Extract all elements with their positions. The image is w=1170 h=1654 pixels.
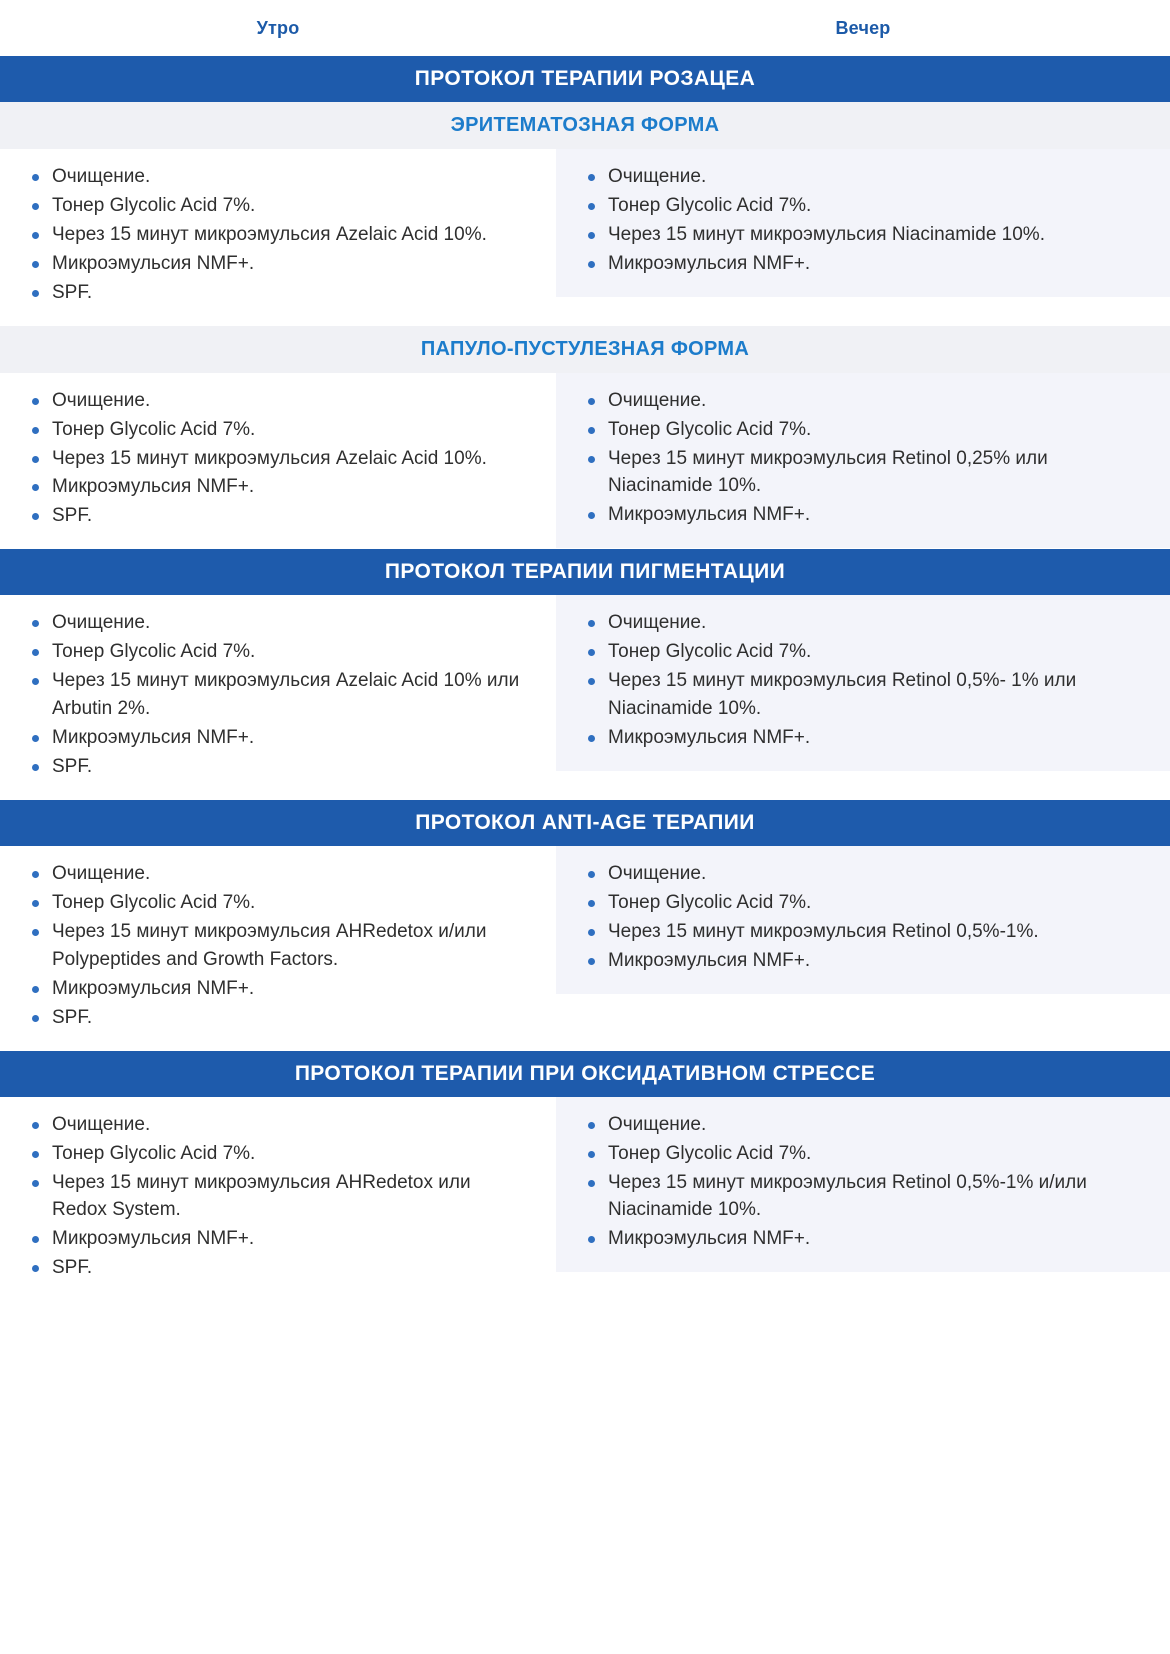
protocol-row xyxy=(0,373,1170,550)
list-item: Тонер Glycolic Acid 7%. xyxy=(582,416,1144,444)
morning-steps-list xyxy=(26,609,530,781)
subsection-title-banner: ПАПУЛО-ПУСТУЛЕЗНАЯ ФОРМА xyxy=(0,326,1170,373)
morning-cell xyxy=(0,373,556,550)
evening-steps-list xyxy=(582,163,1144,278)
list-item: Через 15 минут микроэмульсия Niacinamide 10%. xyxy=(582,221,1144,249)
list-item: Через 15 минут микроэмульсия Retinol 0,5%-1% и/или Niacinamide 10%. xyxy=(582,1169,1144,1225)
morning-cell xyxy=(0,846,556,1051)
list-item: Тонер Glycolic Acid 7%. xyxy=(582,638,1144,666)
list-item: Очищение. xyxy=(26,860,530,888)
column-headers xyxy=(0,0,1170,56)
column-header-morning: Утро xyxy=(256,17,300,38)
evening-steps-list xyxy=(582,609,1144,752)
section-title-banner: ПРОТОКОЛ ТЕРАПИИ РОЗАЦЕА xyxy=(0,56,1170,102)
list-item: Очищение. xyxy=(582,1111,1144,1139)
list-item: Микроэмульсия NMF+. xyxy=(582,501,1144,529)
list-item: Микроэмульсия NMF+. xyxy=(26,473,530,501)
list-item: SPF. xyxy=(26,1254,530,1282)
list-item: Микроэмульсия NMF+. xyxy=(26,1225,530,1253)
list-item: Микроэмульсия NMF+. xyxy=(582,250,1144,278)
list-item: Очищение. xyxy=(582,163,1144,191)
list-item: Очищение. xyxy=(582,387,1144,415)
list-item: Микроэмульсия NMF+. xyxy=(582,724,1144,752)
list-item: Тонер Glycolic Acid 7%. xyxy=(26,889,530,917)
evening-cell xyxy=(556,846,1170,994)
list-item: SPF. xyxy=(26,1004,530,1032)
sections-container xyxy=(0,56,1170,1301)
list-item: Микроэмульсия NMF+. xyxy=(582,1225,1144,1253)
list-item: SPF. xyxy=(26,502,530,530)
subsection-title-banner: ЭРИТЕМАТОЗНАЯ ФОРМА xyxy=(0,102,1170,149)
list-item: Тонер Glycolic Acid 7%. xyxy=(26,638,530,666)
evening-steps-list xyxy=(582,1111,1144,1254)
evening-cell xyxy=(556,595,1170,771)
evening-cell xyxy=(556,1097,1170,1273)
list-item: Через 15 минут микроэмульсия Azelaic Acid 10% или Arbutin 2%. xyxy=(26,667,530,723)
list-item: Через 15 минут микроэмульсия AHRedetox и/или Polypeptides and Growth Factors. xyxy=(26,918,530,974)
morning-steps-list xyxy=(26,1111,530,1283)
morning-steps-list xyxy=(26,163,530,307)
morning-steps-list xyxy=(26,860,530,1032)
list-item: SPF. xyxy=(26,279,530,307)
list-item: Очищение. xyxy=(26,387,530,415)
list-item: Микроэмульсия NMF+. xyxy=(26,724,530,752)
evening-cell xyxy=(556,149,1170,297)
list-item: Тонер Glycolic Acid 7%. xyxy=(26,1140,530,1168)
section-title-banner: ПРОТОКОЛ ТЕРАПИИ ПИГМЕНТАЦИИ xyxy=(0,549,1170,595)
list-item: Тонер Glycolic Acid 7%. xyxy=(26,192,530,220)
section-title-banner: ПРОТОКОЛ ANTI-AGE ТЕРАПИИ xyxy=(0,800,1170,846)
morning-steps-list xyxy=(26,387,530,531)
list-item: Микроэмульсия NMF+. xyxy=(26,975,530,1003)
protocol-row xyxy=(0,149,1170,326)
list-item: Очищение. xyxy=(26,609,530,637)
list-item: Через 15 минут микроэмульсия Retinol 0,5%- 1% или Niacinamide 10%. xyxy=(582,667,1144,723)
list-item: Очищение. xyxy=(26,163,530,191)
list-item: Через 15 минут микроэмульсия Retinol 0,5%-1%. xyxy=(582,918,1144,946)
list-item: Через 15 минут микроэмульсия Azelaic Acid 10%. xyxy=(26,221,530,249)
evening-cell xyxy=(556,373,1170,549)
protocol-row xyxy=(0,1097,1170,1302)
morning-cell xyxy=(0,1097,556,1302)
list-item: Микроэмульсия NMF+. xyxy=(26,250,530,278)
evening-steps-list xyxy=(582,387,1144,530)
list-item: SPF. xyxy=(26,753,530,781)
list-item: Через 15 минут микроэмульсия Retinol 0,25% или Niacinamide 10%. xyxy=(582,445,1144,501)
list-item: Микроэмульсия NMF+. xyxy=(582,947,1144,975)
evening-steps-list xyxy=(582,860,1144,975)
list-item: Тонер Glycolic Acid 7%. xyxy=(582,192,1144,220)
protocol-row xyxy=(0,595,1170,800)
list-item: Очищение. xyxy=(582,860,1144,888)
list-item: Тонер Glycolic Acid 7%. xyxy=(26,416,530,444)
list-item: Тонер Glycolic Acid 7%. xyxy=(582,1140,1144,1168)
list-item: Очищение. xyxy=(26,1111,530,1139)
list-item: Тонер Glycolic Acid 7%. xyxy=(582,889,1144,917)
column-header-evening: Вечер xyxy=(835,17,891,38)
list-item: Через 15 минут микроэмульсия Azelaic Acid 10%. xyxy=(26,445,530,473)
protocol-row xyxy=(0,846,1170,1051)
list-item: Очищение. xyxy=(582,609,1144,637)
section-title-banner: ПРОТОКОЛ ТЕРАПИИ ПРИ ОКСИДАТИВНОМ СТРЕССЕ xyxy=(0,1051,1170,1097)
list-item: Через 15 минут микроэмульсия AHRedetox или Redox System. xyxy=(26,1169,530,1225)
morning-cell xyxy=(0,149,556,326)
morning-cell xyxy=(0,595,556,800)
page-footer-space xyxy=(0,1301,1170,1481)
